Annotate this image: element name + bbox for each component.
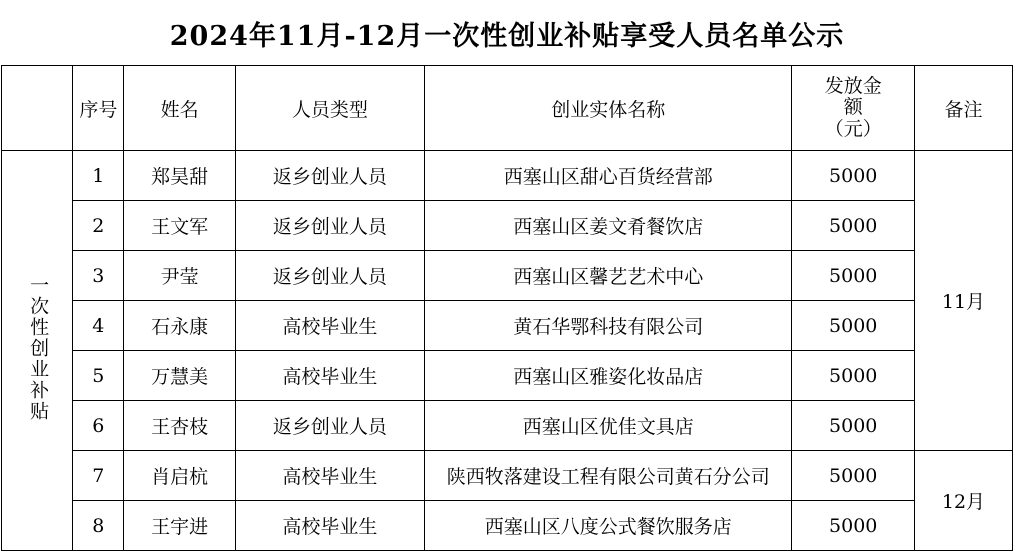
cell-seq: 2 (73, 201, 124, 251)
cell-amount: 5000 (792, 451, 914, 501)
cell-name: 尹莹 (124, 251, 235, 301)
cell-name: 万慧美 (124, 351, 235, 401)
cell-seq: 3 (73, 251, 124, 301)
cell-entity: 黄石华鄂科技有限公司 (425, 301, 792, 351)
cell-amount: 5000 (792, 201, 914, 251)
table-row (2, 401, 1013, 451)
cell-entity: 西塞山区甜心百货经营部 (425, 151, 792, 201)
group-label-cell (2, 151, 73, 551)
cell-name: 郑昊甜 (124, 151, 235, 201)
table-row (2, 301, 1013, 351)
cell-type: 返乡创业人员 (235, 151, 424, 201)
table-row (2, 501, 1013, 551)
table-header-row (2, 66, 1013, 151)
header-entity-name: 创业实体名称 (425, 66, 792, 151)
cell-entity: 西塞山区姜文肴餐饮店 (425, 201, 792, 251)
header-person-type: 人员类型 (235, 66, 424, 151)
cell-name: 王杏枝 (124, 401, 235, 451)
cell-type: 高校毕业生 (235, 451, 424, 501)
cell-seq: 8 (73, 501, 124, 551)
cell-entity: 西塞山区雅姿化妆品店 (425, 351, 792, 401)
cell-name: 王宇进 (124, 501, 235, 551)
cell-type: 返乡创业人员 (235, 201, 424, 251)
header-remark: 备注 (914, 66, 1012, 151)
cell-entity: 陕西牧落建设工程有限公司黄石分公司 (425, 451, 792, 501)
cell-type: 高校毕业生 (235, 301, 424, 351)
table-header (2, 66, 1013, 151)
header-amount-line3: （元） (824, 117, 882, 140)
header-amount-line2: 额 (843, 96, 863, 119)
header-amount (792, 66, 914, 151)
cell-seq: 7 (73, 451, 124, 501)
header-name: 姓名 (124, 66, 235, 151)
cell-amount: 5000 (792, 351, 914, 401)
header-seq: 序号 (73, 66, 124, 151)
subsidy-recipients-table (1, 65, 1013, 551)
cell-type: 高校毕业生 (235, 351, 424, 401)
cell-type: 返乡创业人员 (235, 401, 424, 451)
table-row (2, 351, 1013, 401)
table-row (2, 451, 1013, 501)
table-row (2, 201, 1013, 251)
table-row (2, 251, 1013, 301)
cell-name: 王文军 (124, 201, 235, 251)
header-group (2, 66, 73, 151)
cell-amount: 5000 (792, 301, 914, 351)
cell-name: 石永康 (124, 301, 235, 351)
cell-seq: 6 (73, 401, 124, 451)
cell-seq: 4 (73, 301, 124, 351)
table-row (2, 151, 1013, 201)
header-amount-line1: 发放金 (824, 75, 882, 98)
cell-seq: 5 (73, 351, 124, 401)
cell-amount: 5000 (792, 151, 914, 201)
cell-type: 返乡创业人员 (235, 251, 424, 301)
cell-amount: 5000 (792, 251, 914, 301)
cell-entity: 西塞山区馨艺艺术中心 (425, 251, 792, 301)
group-label: 一次性创业补贴 (27, 274, 50, 422)
cell-entity: 西塞山区优佳文具店 (425, 401, 792, 451)
cell-amount: 5000 (792, 401, 914, 451)
cell-name: 肖启杭 (124, 451, 235, 501)
cell-seq: 1 (73, 151, 124, 201)
cell-amount: 5000 (792, 501, 914, 551)
page-title: 2024年11月-12月一次性创业补贴享受人员名单公示 (169, 21, 845, 52)
cell-entity: 西塞山区八度公式餐饮服务店 (425, 501, 792, 551)
table-body (2, 151, 1013, 551)
cell-type: 高校毕业生 (235, 501, 424, 551)
cell-remark-group-1: 11月 (914, 151, 1012, 451)
cell-remark-group-2: 12月 (914, 451, 1012, 551)
